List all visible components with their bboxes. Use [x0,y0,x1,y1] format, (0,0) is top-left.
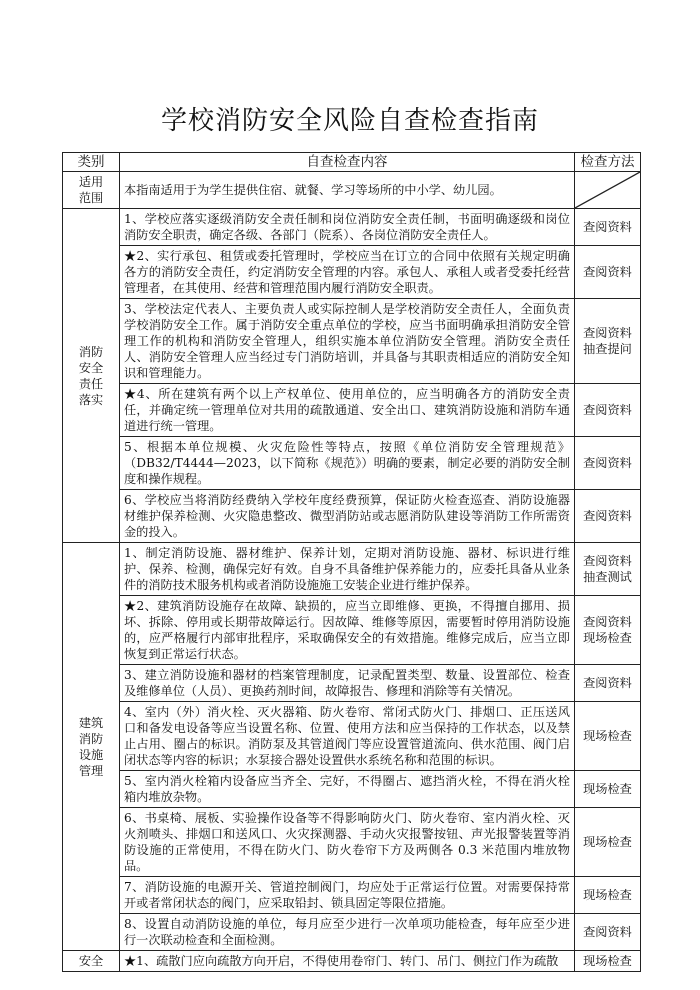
table-row [63,596,641,665]
table-row [63,808,641,877]
category-safety: 安全 [63,951,120,972]
row-content: 3、建立消防设施和器材的档案管理制度，记录配置类型、数量、设置部位、检查及维修单位（人员）、更换药剂时间，故障报告、修理和消除等有关情况。 [120,665,575,702]
table-row [63,665,641,702]
row-method: 现场检查 [575,877,641,914]
row-content: ★2、建筑消防设施存在故障、缺损的，应当立即维修、更换，不得擅自挪用、损坏、拆除、停用或长期带故障运行。因故障、维修等原因，需要暂时停用消防设施的，应严格履行内部审批程序，采取确保安全的有效措施。维修完成后，应当立即恢复到正常运行状态。 [120,596,575,665]
table-row [63,209,641,246]
row-content: 1、制定消防设施、器材维护、保养计划，定期对消防设施、器材、标识进行维护、保养、检测，确保完好有效。自身不具备维护保养能力的，应委托具备从业条件的消防技术服务机构或者消防设施施工安装企业进行维护保养。 [120,543,575,596]
table-row [63,490,641,543]
row-method: 查阅资料 现场检查 [575,596,641,665]
category-responsibility: 消防 安全 责任 落实 [63,209,120,543]
header-content: 自查检查内容 [120,153,575,172]
row-content: 1、学校应落实逐级消防安全责任制和岗位消防安全责任制，书面明确逐级和岗位消防安全职责，确定各级、各部门（院系）、各岗位消防安全责任人。 [120,209,575,246]
table-row [63,877,641,914]
row-method: 查阅资料 抽查测试 [575,543,641,596]
header-method: 检查方法 [575,153,641,172]
row-method: 查阅资料 [575,490,641,543]
category-scope: 适用 范围 [63,172,120,209]
row-content: 本指南适用于为学生提供住宿、就餐、学习等场所的中小学、幼儿园。 [120,172,575,209]
table-row [63,543,641,596]
row-content: 4、室内（外）消火栓、灭火器箱、防火卷帘、常闭式防火门、排烟口、正压送风口和备发电设备等应当设置名称、位置、使用方法和应当保持的工作状态，以及禁止占用、圈占的标识。消防泵及其管道阀门等应设置管道流向、供水范围、阀门启闭状态等内容的标识；水泵接合器处设置供水系统名称和范围的标识。 [120,702,575,771]
table-row [63,951,641,972]
category-facilities: 建筑 消防 设施 管理 [63,543,120,951]
checklist-table [62,152,641,972]
row-method: 查阅资料 [575,209,641,246]
table-row [63,437,641,490]
table-row [63,702,641,771]
row-method: 查阅资料 [575,246,641,299]
table-header-row [63,153,641,172]
row-method: 查阅资料 [575,384,641,437]
table-row [63,384,641,437]
row-method: 现场检查 [575,702,641,771]
row-method: 现场检查 [575,771,641,808]
row-method: 查阅资料 抽查提问 [575,299,641,384]
row-content: 5、室内消火栓箱内设备应当齐全、完好，不得圈占、遮挡消火栓，不得在消火栓箱内堆放杂物。 [120,771,575,808]
row-content: ★1、疏散门应向疏散方向开启，不得使用卷帘门、转门、吊门、侧拉门作为疏散 [120,951,575,972]
row-content: ★4、所在建筑有两个以上产权单位、使用单位的，应当明确各方的消防安全责任，并确定统一管理单位对共用的疏散通道、安全出口、建筑消防设施和消防车通道进行统一管理。 [120,384,575,437]
row-content: 6、书桌椅、展板、实验操作设备等不得影响防火门、防火卷帘、室内消火栓、灭火剂喷头、排烟口和送风口、火灾探测器、手动火灾报警按钮、声光报警装置等消防设施的正常使用，不得在防火门、防火卷帘下方及两侧各 0.3 米范围内堆放物品。 [120,808,575,877]
row-content: ★2、实行承包、租赁或委托管理时，学校应当在订立的合同中依照有关规定明确各方的消防安全责任，约定消防安全管理的内容。承包人、承租人或者受委托经营管理者，在其使用、经营和管理范围内履行消防安全职责。 [120,246,575,299]
empty-method-cell [575,172,641,209]
row-content: 7、消防设施的电源开关、管道控制阀门，均应处于正常运行位置。对需要保持常开或者常闭状态的阀门，应采取铅封、锁具固定等限位措施。 [120,877,575,914]
table-row [63,172,641,209]
row-method: 查阅资料 [575,665,641,702]
row-content: 8、设置自动消防设施的单位，每月应至少进行一次单项功能检查，每年应至少进行一次联动检查和全面检测。 [120,914,575,951]
row-method: 查阅资料 [575,914,641,951]
row-method: 现场检查 [575,808,641,877]
table-row [63,771,641,808]
row-method: 现场检查 [575,951,641,972]
row-content: 3、学校法定代表人、主要负责人或实际控制人是学校消防安全责任人，全面负责学校消防安全工作。属于消防安全重点单位的学校，应当书面明确承担消防安全管理工作的机构和消防安全管理人，组织实施本单位消防安全管理。消防安全责任人、消防安全管理人应当经过专门消防培训，并具备与其职责相适应的消防安全知识和管理能力。 [120,299,575,384]
table-row [63,299,641,384]
diagonal-line [575,172,640,208]
header-category: 类别 [63,153,120,172]
row-method: 查阅资料 [575,437,641,490]
table-row [63,246,641,299]
row-content: 5、根据本单位规模、火灾危险性等特点，按照《单位消防安全管理规范》（DB32/T4444—2023，以下简称《规范》）明确的要素，制定必要的消防安全制度和操作规程。 [120,437,575,490]
document-title: 学校消防安全风险自查检查指南 [160,106,539,136]
table-row [63,914,641,951]
row-content: 6、学校应当将消防经费纳入学校年度经费预算，保证防火检查巡查、消防设施器材维护保养检测、火灾隐患整改、微型消防站或志愿消防队建设等消防工作所需资金的投入。 [120,490,575,543]
